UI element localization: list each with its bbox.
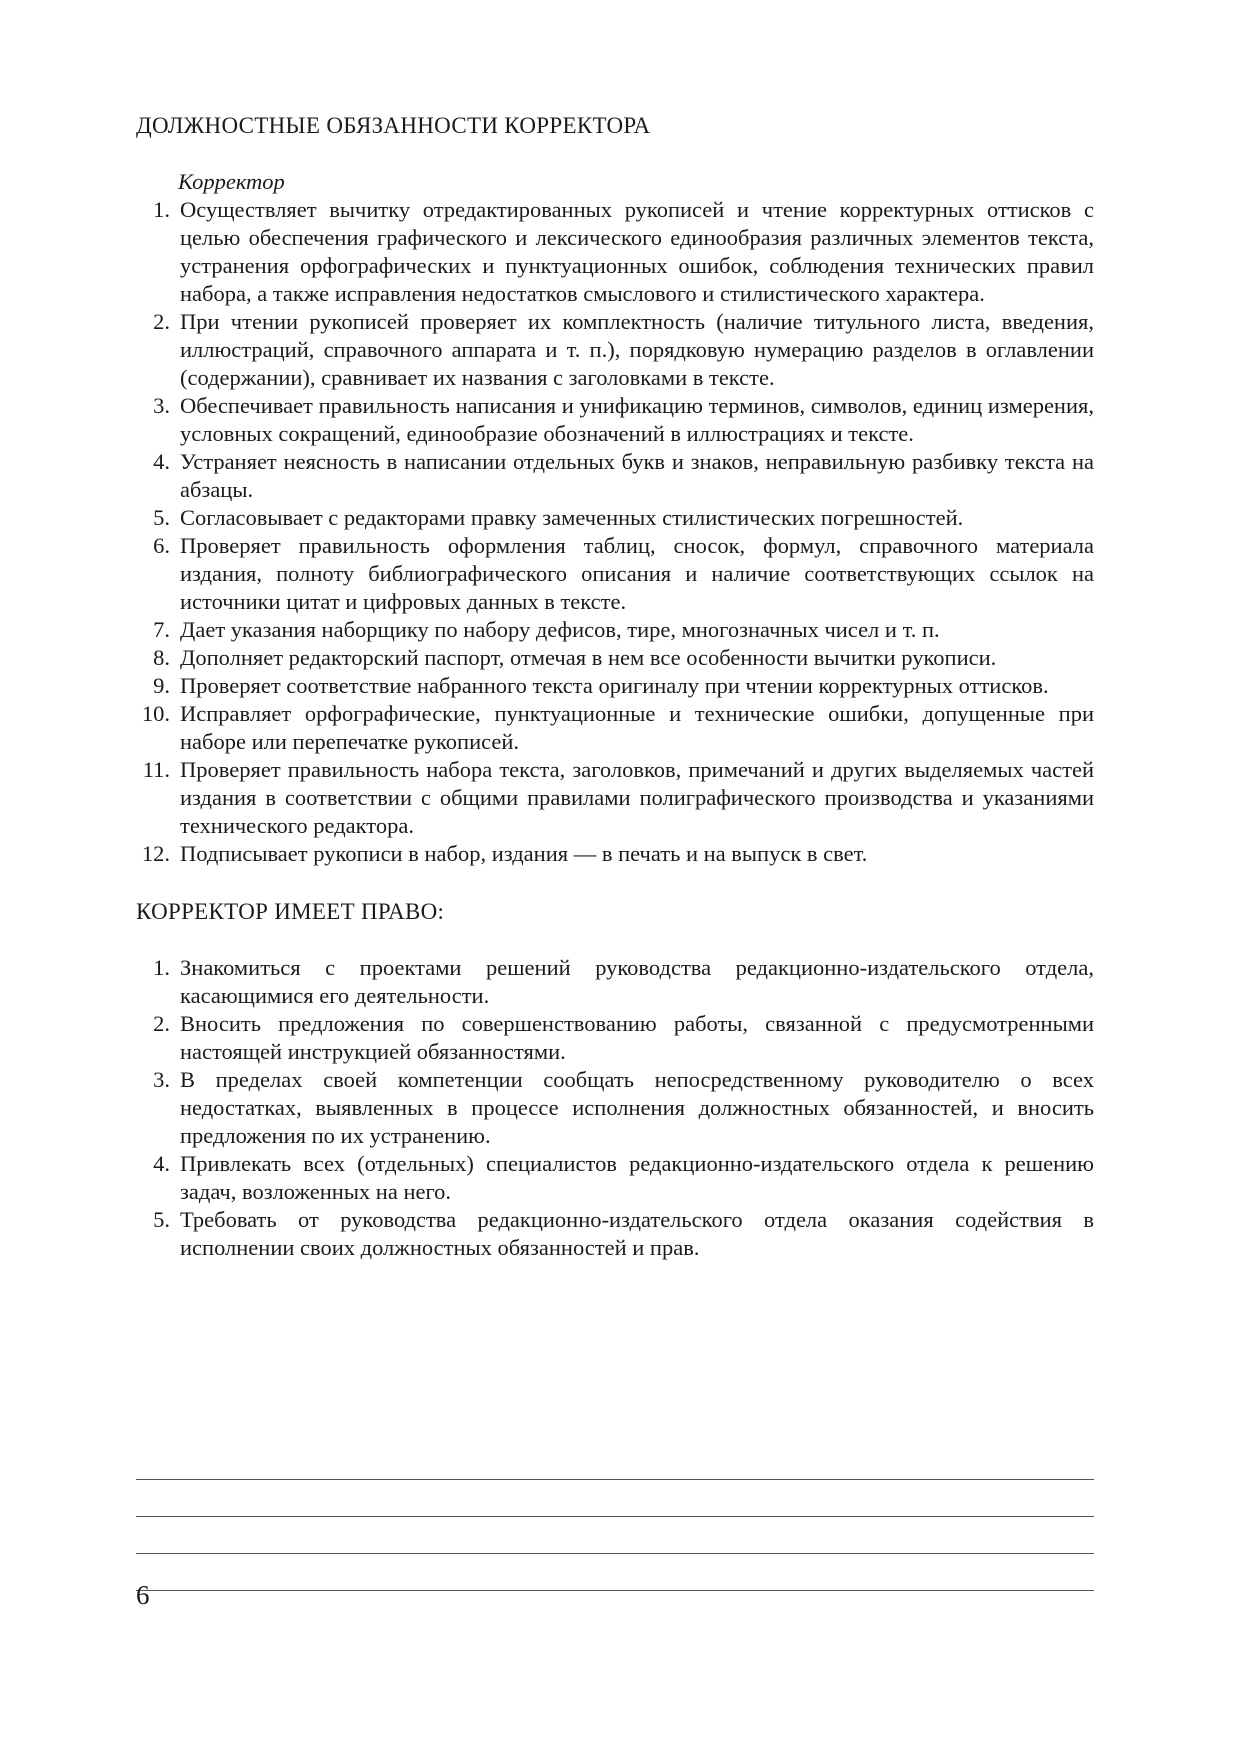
item-number: 2. — [153, 1011, 170, 1036]
note-line — [136, 1517, 1094, 1554]
item-text: Проверяет правильность оформления таблиц, сносок, формул, справочного материала издания, полноту библиографического описания и наличие соответствующих ссылок на источники цитат и цифровых данных в тексте. — [180, 533, 1094, 614]
item-text: Проверяет соответствие набранного текста оригиналу при чтении корректурных оттисков. — [180, 673, 1049, 698]
list-item — [136, 756, 1094, 840]
list-item — [136, 672, 1094, 700]
page-number: 6 — [136, 1580, 150, 1610]
note-line — [136, 1480, 1094, 1517]
item-text: В пределах своей компетенции сообщать непосредственному руководителю о всех недостатках, выявленных в процессе исполнения должностных обязанностей, и вносить предложения по их устранению. — [180, 1067, 1094, 1148]
item-number: 6. — [153, 533, 170, 558]
rights-heading: КОРРЕКТОР ИМЕЕТ ПРАВО: — [136, 899, 445, 924]
item-number: 4. — [153, 1151, 170, 1176]
item-text: Знакомиться с проектами решений руководства редакционно-издательского отдела, касающимися его деятельности. — [180, 955, 1094, 1008]
notes-lines — [136, 1443, 1094, 1591]
subject-label: Корректор — [178, 169, 285, 194]
item-text: При чтении рукописей проверяет их комплектность (наличие титульного листа, введения, иллюстраций, справочного аппарата и т. п.), порядковую нумерацию разделов в оглавлении (содержании), сравнивает их названия с заголовками в тексте. — [180, 309, 1094, 390]
list-item — [136, 504, 1094, 532]
list-item — [136, 1206, 1094, 1262]
list-item — [136, 196, 1094, 308]
item-text: Осуществляет вычитку отредактированных рукописей и чтение корректурных оттисков с целью обеспечения графического и лексического единообразия различных элементов текста, устранения орфографических и пунктуационных ошибок, соблюдения технических правил набора, а также исправления недостатков смыслового и стилистического характера. — [180, 197, 1094, 306]
item-text: Проверяет правильность набора текста, заголовков, примечаний и других выделяемых частей издания в соответствии с общими правилами полиграфического производства и указаниями технического редактора. — [180, 757, 1094, 838]
item-text: Дополняет редакторский паспорт, отмечая в нем все особенности вычитки рукописи. — [180, 645, 997, 670]
item-text: Согласовывает с редакторами правку замеченных стилистических погрешностей. — [180, 505, 964, 530]
list-item — [136, 392, 1094, 448]
list-item — [136, 448, 1094, 504]
list-item — [136, 644, 1094, 672]
item-number: 5. — [153, 1207, 170, 1232]
list-item — [136, 700, 1094, 756]
list-item — [136, 1066, 1094, 1150]
item-number: 7. — [153, 617, 170, 642]
item-number: 9. — [153, 673, 170, 698]
item-number: 12. — [141, 841, 170, 866]
item-number: 1. — [153, 197, 170, 222]
item-number: 3. — [153, 393, 170, 418]
list-item — [136, 954, 1094, 1010]
duties-heading: ДОЛЖНОСТНЫЕ ОБЯЗАННОСТИ КОРРЕКТОРА — [136, 113, 651, 138]
item-text: Устраняет неясность в написании отдельных букв и знаков, неправильную разбивку текста на абзацы. — [180, 449, 1094, 502]
list-item — [136, 1010, 1094, 1066]
item-text: Дает указания наборщику по набору дефисов, тире, многозначных чисел и т. п. — [180, 617, 940, 642]
item-text: Обеспечивает правильность написания и унификацию терминов, символов, единиц измерения, условных сокращений, единообразие обозначений в иллюстрациях и тексте. — [180, 393, 1094, 446]
item-number: 8. — [153, 645, 170, 670]
item-text: Вносить предложения по совершенствованию работы, связанной с предусмотренными настоящей инструкцией обязанностями. — [180, 1011, 1094, 1064]
item-text: Требовать от руководства редакционно-издательского отдела оказания содействия в исполнении своих должностных обязанностей и прав. — [180, 1207, 1094, 1260]
list-item — [136, 840, 1094, 868]
item-number: 4. — [153, 449, 170, 474]
list-item — [136, 1150, 1094, 1206]
item-number: 3. — [153, 1067, 170, 1092]
item-text: Исправляет орфографические, пунктуационные и технические ошибки, допущенные при наборе или перепечатке рукописей. — [180, 701, 1094, 754]
item-text: Привлекать всех (отдельных) специалистов редакционно-издательского отдела к решению задач, возложенных на него. — [180, 1151, 1094, 1204]
list-item — [136, 532, 1094, 616]
duties-list — [136, 196, 1094, 868]
item-text: Подписывает рукописи в набор, издания — в печать и на выпуск в свет. — [180, 841, 868, 866]
note-line — [136, 1443, 1094, 1480]
list-item — [136, 308, 1094, 392]
item-number: 5. — [153, 505, 170, 530]
list-item — [136, 616, 1094, 644]
document-page — [136, 112, 1094, 1262]
item-number: 2. — [153, 309, 170, 334]
item-number: 1. — [153, 955, 170, 980]
item-number: 11. — [142, 757, 170, 782]
item-number: 10. — [141, 701, 170, 726]
note-line — [136, 1554, 1094, 1591]
rights-list — [136, 954, 1094, 1262]
